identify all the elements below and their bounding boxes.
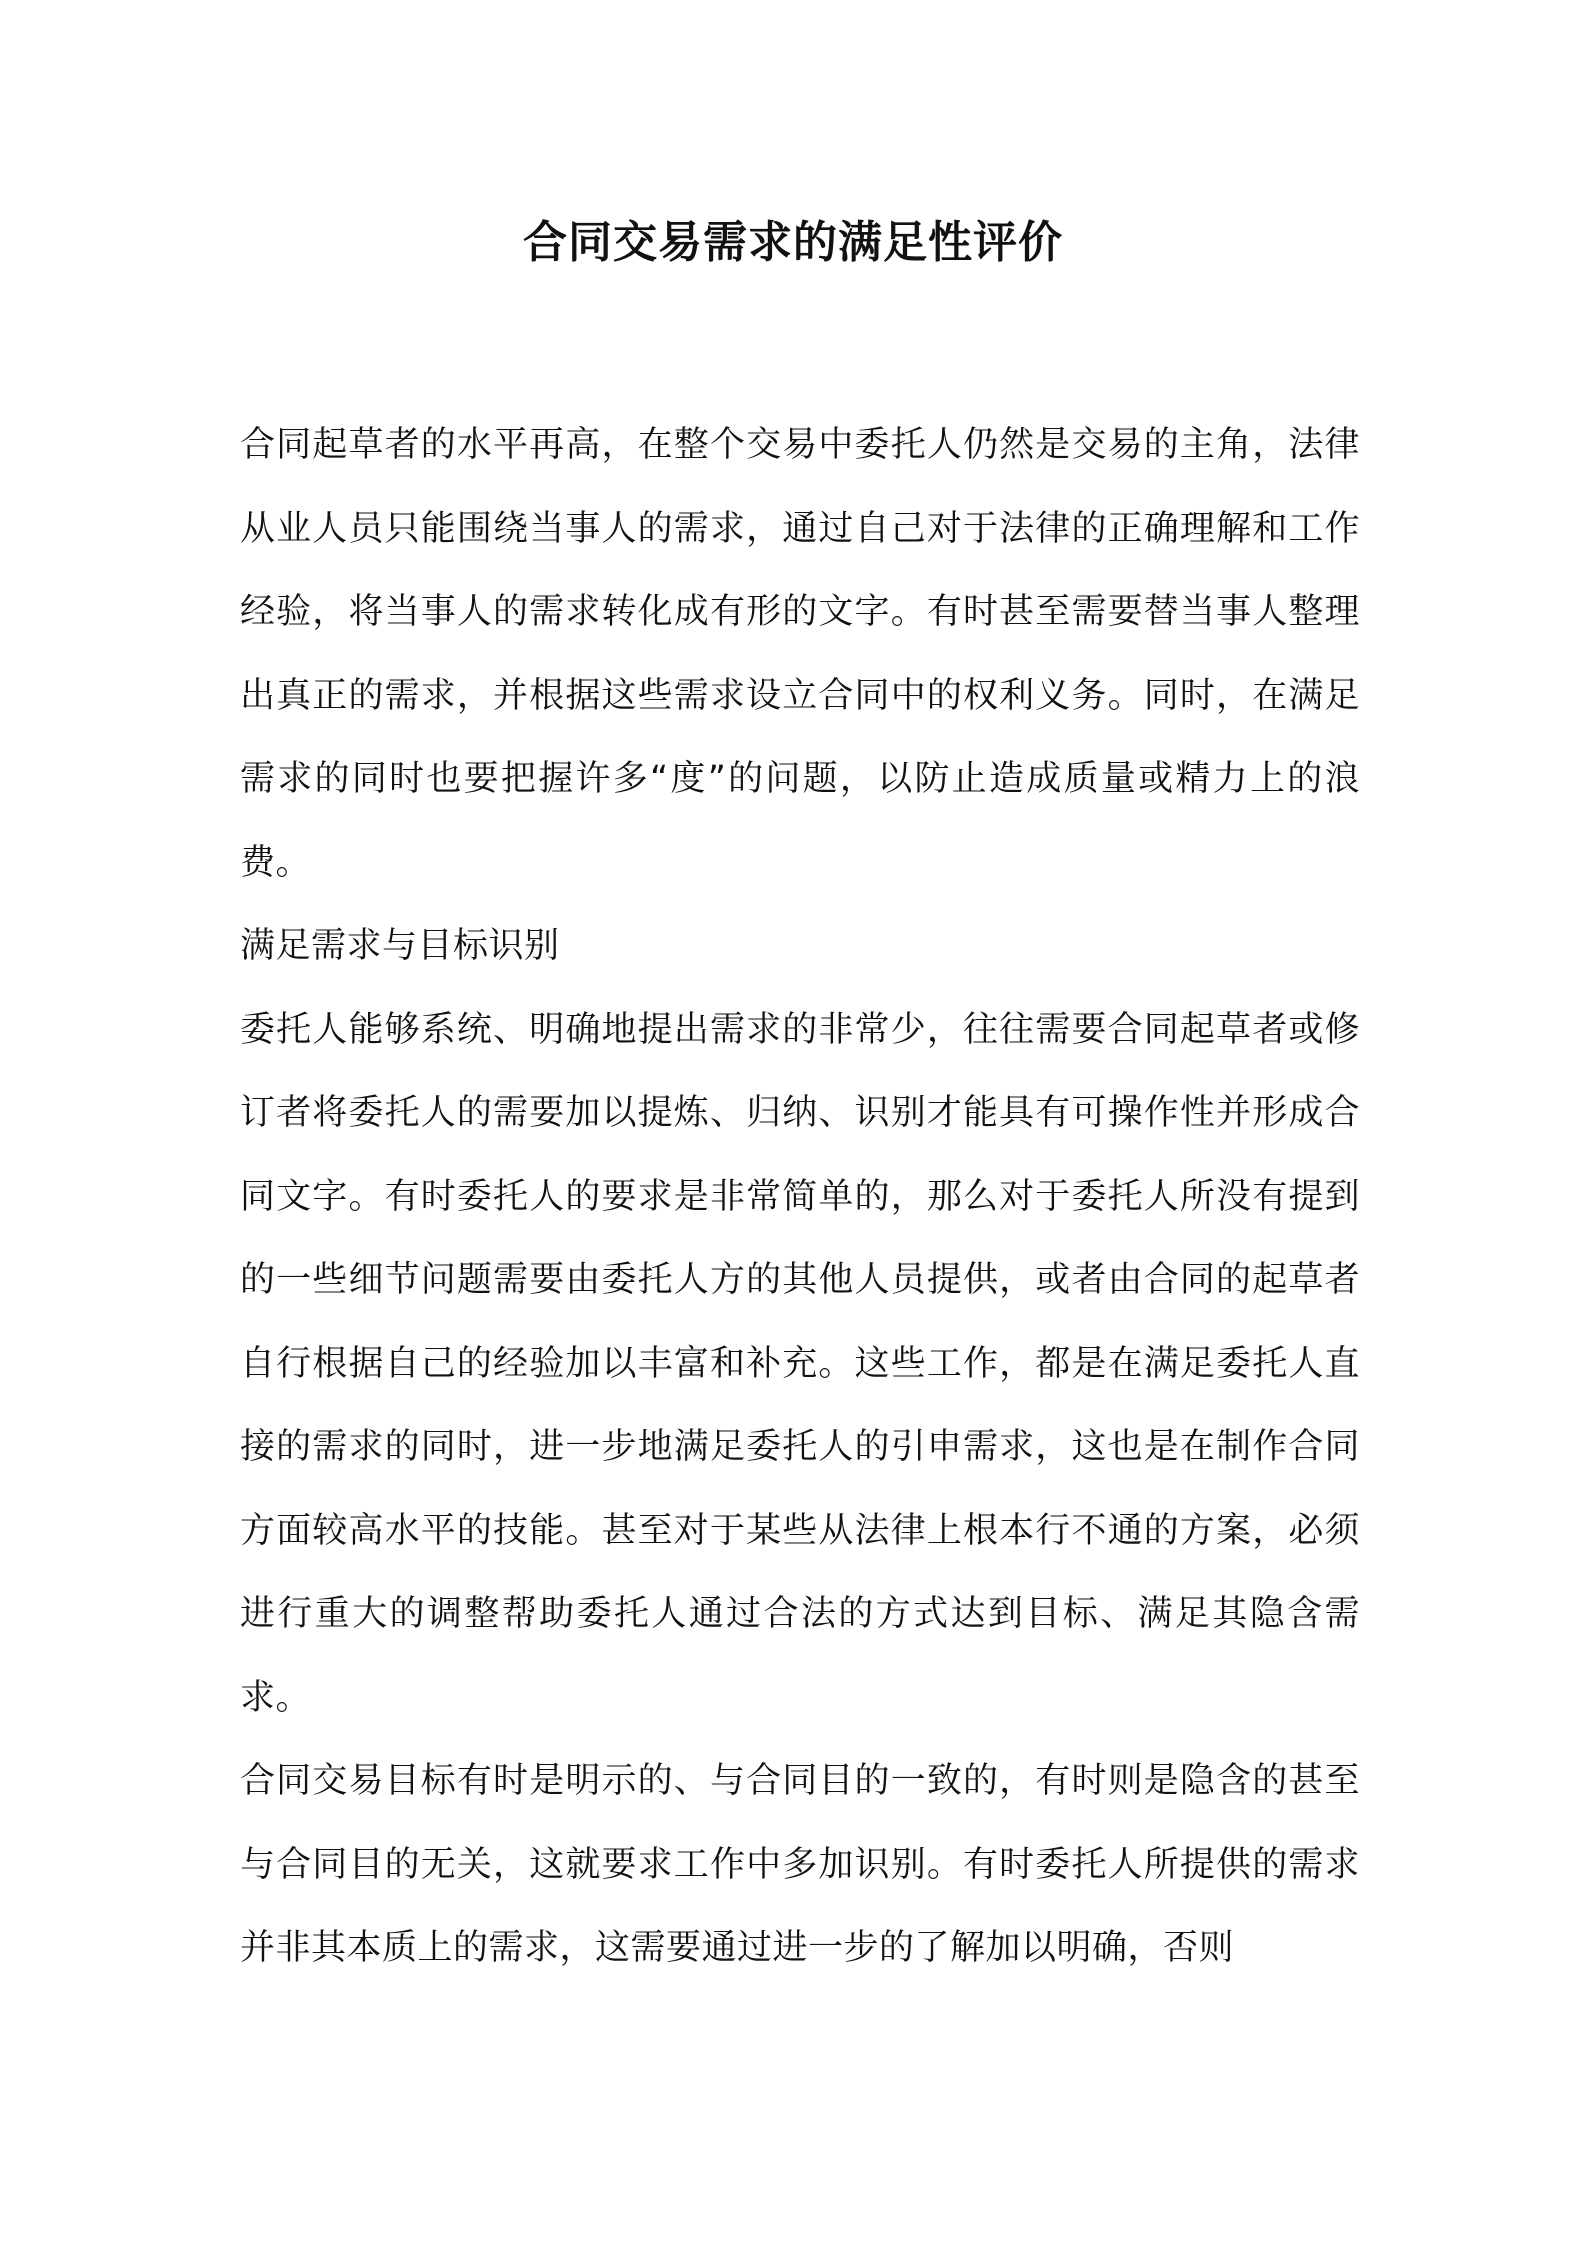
section-heading: 满足需求与目标识别 (240, 926, 560, 966)
paragraph-intro: 合同起草者的水平再高，在整个交易中委托人仍然是交易的主角，法律从业人员只能围绕当事人的需求，通过自己对于法律的正确理解和工作经验，将当事人的需求转化成有形的文字。有时甚至需要替当事人整理出真正的需求，并根据这些需求设立合同中的权利义务。同时，在满足需求的同时也要把握许多“度”的问题，以防止造成质量或精力上的浪费。 (240, 425, 1360, 883)
document-title: 合同交易需求的满足性评价 (523, 217, 1063, 268)
document-body (240, 404, 1360, 1991)
paragraph-requirements: 委托人能够系统、明确地提出需求的非常少，往往需要合同起草者或修订者将委托人的需要加以提炼、归纳、识别才能具有可操作性并形成合同文字。有时委托人的要求是非常简单的，那么对于委托人所没有提到的一些细节问题需要由委托人方的其他人员提供，或者由合同的起草者自行根据自己的经验加以丰富和补充。这些工作，都是在满足委托人直接的需求的同时，进一步地满足委托人的引申需求，这也是在制作合同方面较高水平的技能。甚至对于某些从法律上根本行不通的方案，必须进行重大的调整帮助委托人通过合法的方式达到目标、满足其隐含需求。 (240, 1009, 1360, 1718)
paragraph-transaction-goals: 合同交易目标有时是明示的、与合同目的一致的，有时则是隐含的甚至与合同目的无关，这就要求工作中多加识别。有时委托人所提供的需求并非其本质上的需求，这需要通过进一步的了解加以明确，否则 (240, 1761, 1360, 1968)
